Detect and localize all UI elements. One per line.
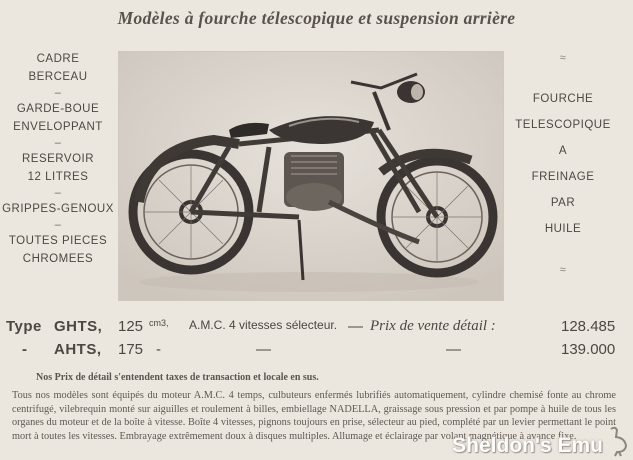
- displacement-unit: cm3,: [149, 318, 169, 328]
- left-feature-list: [0, 50, 116, 268]
- feature-line: ENVELOPPANT: [13, 121, 103, 133]
- feature-line: BERCEAU: [28, 71, 88, 83]
- feature-line: PAR: [550, 197, 576, 209]
- type-label: Type: [6, 318, 42, 335]
- model-name: GHTS,: [54, 318, 103, 335]
- feature-line: GRIPPES-GENOUX: [2, 203, 114, 215]
- decorative-mark: ≈: [559, 52, 567, 64]
- feature-knee-grips: [0, 200, 116, 218]
- separator-dash: –: [54, 187, 62, 199]
- feature-mudguard: [0, 100, 116, 136]
- motorcycle-photo: [118, 51, 504, 301]
- displacement-unit: -: [156, 341, 161, 358]
- feature-line: 12 LITRES: [27, 171, 89, 183]
- separator-dash: –: [54, 137, 62, 149]
- separator-dash: –: [54, 219, 62, 231]
- separator-dash: –: [54, 87, 62, 99]
- feature-line: A: [558, 145, 568, 157]
- feature-line: GARDE-BOUE: [16, 103, 100, 115]
- feature-line: FOURCHE: [532, 93, 594, 105]
- price-label: Prix de vente détail :: [370, 318, 496, 334]
- model-displacement: 125: [118, 318, 144, 335]
- decorative-mark: ≈: [559, 264, 567, 276]
- engine-description: —: [256, 341, 271, 358]
- price-note: Nos Prix de détail s'entendent taxes de transaction et locale en sus.: [36, 372, 319, 383]
- feature-line: TELESCOPIQUE: [515, 119, 611, 131]
- feature-line: HUILE: [544, 223, 582, 235]
- motorcycle-illustration: [119, 52, 503, 300]
- feature-chrome: [0, 232, 116, 268]
- model-name: AHTS,: [54, 341, 102, 358]
- type-label: -: [22, 341, 28, 358]
- feature-line: FREINAGE: [531, 171, 595, 183]
- dash: —: [446, 341, 461, 358]
- description-paragraph: Tous nos modèles sont équipés du moteur A.M.C. 4 temps, culbuteurs enfermés lubrifiés automatiquement, cylindre chemisé fonte au chrome centrifugé, vilebrequin monté sur aiguilles et roulement à billes, embiellage NADELLA, graissage sous pression et par pompe à huile de tous les organes du moteur et de la boîte à vitesse. Boîte 4 vitesses, pignons toujours en prise, sélecteur au pied, complété par un levier permettant le point mort à toutes les vitesses. Embrayage extrêmement doux à disques multiples. Allumage et éclairage par volant magnétique à avance fixe.: [12, 390, 616, 442]
- watermark: Sheldon's Emu: [452, 434, 603, 457]
- feature-tank: [0, 150, 116, 186]
- model-price: 139.000: [561, 341, 616, 358]
- feature-line: CHROMEES: [22, 253, 94, 265]
- feature-line: TOUTES PIECES: [8, 235, 108, 247]
- page-title: Modèles à fourche télescopique et suspension arrière: [117, 8, 516, 28]
- feature-line: RESERVOIR: [21, 153, 95, 165]
- dash: —: [348, 318, 363, 335]
- feature-frame: [0, 50, 116, 86]
- feature-line: CADRE: [36, 53, 80, 65]
- model-price: 128.485: [561, 318, 616, 335]
- emu-logo-icon: [603, 425, 629, 457]
- engine-description: A.M.C. 4 vitesses sélecteur.: [189, 318, 338, 332]
- right-feature-list: [508, 52, 618, 276]
- model-displacement: 175: [118, 341, 144, 358]
